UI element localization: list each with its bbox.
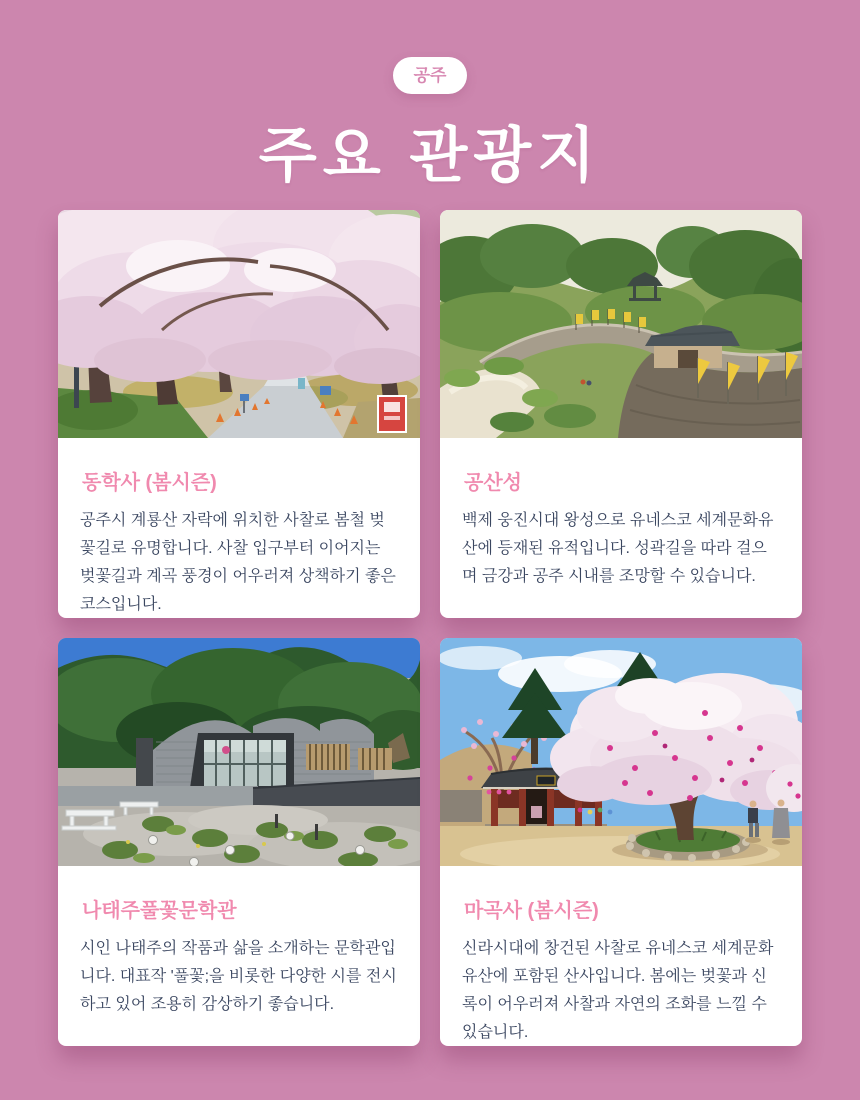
card-description: 신라시대에 창건된 사찰로 유네스코 세계문화유산에 포함된 산사입니다. 봄에는 벚꽃과 신록이 어우러져 사찰과 자연의 조화를 느낄 수 있습니다. bbox=[462, 940, 774, 1041]
literature-museum-photo bbox=[58, 638, 420, 866]
cards-grid bbox=[58, 210, 802, 1046]
card-body bbox=[440, 438, 802, 591]
page-header bbox=[0, 0, 860, 194]
page-title: 주요 관광지 bbox=[258, 122, 602, 189]
card-body bbox=[440, 866, 802, 1046]
region-badge: 공주 bbox=[393, 57, 468, 94]
temple-blossom-tree-photo bbox=[440, 638, 802, 866]
card-description: 공주시 계룡산 자락에 위치한 사찰로 봄철 벚꽃길로 유명합니다. 사찰 입구부터 이어지는 벚꽃길과 계곡 풍경이 어우러져 상책하기 좋은 코스입니다. bbox=[80, 512, 396, 613]
card-description: 백제 웅진시대 왕성으로 유네스코 세계문화유산에 등재된 유적입니다. 성곽길을 따라 걸으며 금강과 공주 시내를 조망할 수 있습니다. bbox=[462, 512, 774, 585]
card-body bbox=[58, 866, 420, 1019]
cherry-blossom-road-photo bbox=[58, 210, 420, 438]
card-title: 마곡사 (봄시즌) bbox=[464, 900, 599, 922]
card-body bbox=[58, 438, 420, 618]
card-title: 동학사 (봄시즌) bbox=[82, 472, 217, 494]
card-title: 공산성 bbox=[464, 472, 522, 494]
card-description: 시인 나태주의 작품과 삶을 소개하는 문학관입니다. 대표작 '풀꽃;을 비롯한 다양한 시를 전시하고 있어 조용히 감상하기 좋습니다. bbox=[80, 940, 397, 1013]
card-magoksa bbox=[440, 638, 802, 1046]
fortress-wall-photo bbox=[440, 210, 802, 438]
card-title: 나태주풀꽃문학관 bbox=[82, 900, 237, 922]
card-donghaksa bbox=[58, 210, 420, 618]
card-gongsanseong bbox=[440, 210, 802, 618]
card-pulkkot-museum bbox=[58, 638, 420, 1046]
